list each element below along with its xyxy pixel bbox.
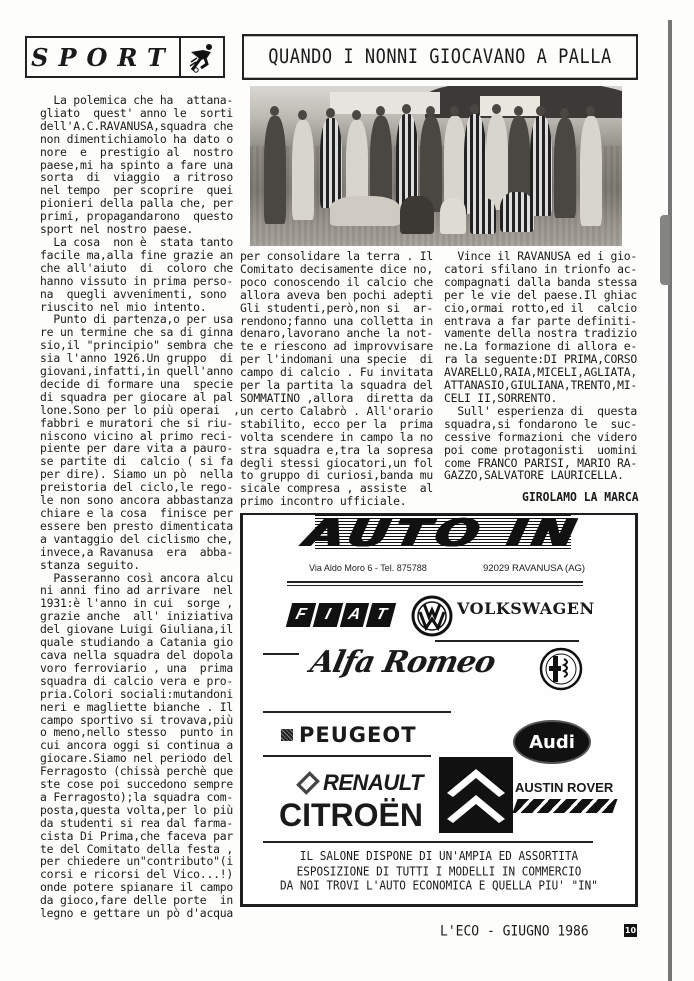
article-column-3: Vince il RAVANUSA ed i gio- catori sfilano in trionfo ac- compagnati dalla banda stessa per le vie del paese.Il ghiac cio,ormai rotto,ed il calcio entrava a far parte definiti- vamente della nostra tradizio ne.La formazione di allora e- ra la seguente:DI PRIMA,CORSO AVARELLO,RAIA,MICELI,AGLIATA, ATTANASIO,GIULIANA,TRENTO,MI- CELI II,SORRENTO. Sull' esperienza di questa squadra,si fondarono le suc- cessive formazioni che videro poi come protagonisti uomini come FRANCO PARISI, MARIO RA- GAZZO,SALVATORE LAURICELLA. [444, 249, 638, 483]
ad-slogan: IL SALONE DISPONE DI UN'AMPIA ED ASSORTITA ESPOSIZIONE DI TUTTI I MODELLI IN COMMERCIO DA NOI TROVI L'AUTO ECONOMICA E QUELLA PIU' "IN" [280, 848, 598, 893]
fiat-logo [286, 603, 396, 627]
photo-figure-head [326, 108, 335, 118]
divider [287, 585, 583, 586]
alfa-romeo-logo-icon [539, 647, 583, 691]
photo-figure-head [492, 104, 501, 114]
volkswagen-wordmark: VOLKSWAGEN [457, 599, 595, 618]
photo-figure-head [298, 110, 307, 120]
team-photo [250, 86, 622, 246]
photo-figure-head [376, 106, 385, 116]
publication-folio: L'ECO - GIUGNO 1986 [440, 923, 589, 940]
section-header [25, 36, 225, 78]
dealer-logo [301, 511, 585, 555]
article-column-2: per consolidare la terra . Il Comitato decisamente dice no, poco conoscendo il calcio che allora aveva ben pochi adepti Gli studenti,però,non si ar- rendono;fanno una colletta in denaro,lavorano anche la not- te e riescono ad improvvisare per l'indomani una specie di campo di calcio . Fu invitata per la partita la squadra del SOMMATINO ,allora diretta da un certo Calabrò . All'orario stabilito, ecco per la prima volta scendere in campo la no stra squadra e,tra la sopresa degli stessi giocatori,un fol to gruppo di curiosi,banda mu sicale compresa , assiste al primo incontro ufficiale. [240, 249, 434, 509]
article-title: QUANDO I NONNI GIOCAVANO A PALLA [242, 34, 638, 80]
photo-figure-head [536, 106, 545, 116]
fiat-letter: I [313, 603, 343, 627]
divider [263, 653, 299, 655]
divider [263, 841, 593, 843]
dealer-address: Via Aldo Moro 6 - Tel. 875788 [309, 563, 427, 573]
page-number: 10 [624, 926, 637, 935]
soccer-player-icon [181, 38, 223, 76]
photo-figure [444, 116, 466, 206]
photo-building [330, 92, 440, 114]
photo-figure [330, 196, 400, 226]
citroen-chevrons-icon [439, 757, 513, 833]
renault-diamond-icon [296, 771, 320, 795]
peugeot-lion-icon [281, 729, 293, 741]
photo-figure [470, 198, 496, 234]
author-signature: GIROLAMO LA MARCA [522, 489, 639, 505]
volkswagen-logo-icon [411, 595, 453, 637]
photo-figure [530, 116, 552, 216]
photo-figure [320, 118, 342, 208]
photo-figure-head [352, 110, 361, 120]
divider [263, 755, 431, 757]
dealer-city: 92029 RAVANUSA (AG) [483, 563, 586, 574]
fiat-letter: F [286, 603, 316, 627]
photo-figure [440, 198, 466, 234]
divider [287, 581, 583, 583]
fiat-letter: T [366, 603, 396, 627]
renault-logo [299, 770, 423, 796]
austin-rover-stripes-icon [512, 799, 617, 813]
photo-figure-head [270, 106, 279, 116]
photo-figure-head [560, 108, 569, 118]
audi-logo [513, 720, 591, 764]
article-column-1: La polemica che ha attana- gliato quest' anno le sorti dell'A.C.RAVANUSA,squadra che non dimentichiamolo ha dato o nore e prestigio al nostro paese,mi ha spinto a fare una sorta di viaggio a ritroso nel tempo per scoprire quei pionieri della palla che, per primi, propagandarono questo sport nel nostro paese. La cosa non è stata tanto facile ma,alla fine grazie an che all'aiuto di coloro che hanno vissuto in prima perso- na quegli avvenimenti, sono riuscito nel mio intento. Punto di partenza,o per usa re un termine che sa di ginna sio,il "principio" sembra che sia l'anno 1926.Un gruppo di giovani,infatti,in quell'anno decide di formare una specie di squadra per giocare al pal lone.Sono per lo più operai , fabbri e muratori che si riu- niscono vicino al primo reci- piente per dare vita a pauro- se partite di calcio ( si fa per dire). Siamo un pò nella preistoria del ciclo,le rego- le non sono ancora abbastanza chiare e la cosa finisce per essere ben presto dimenticata a vantaggio del ciclismo che, invece,a Ravanusa era abba- stanza seguito. Passeranno così ancora alcu ni anni fino ad arrivare nel 1931:è l'anno in cui sorge , grazie anche all' iniziativa del giovane Luigi Giuliana,il quale studiando a Catania gio cava nella squadra del dopola voro ferroviario , una prima squadra di calcio vera e pro- pria.Colori sociali:mutandoni neri e magliette bianche . Il campo sportivo si trovava,più o meno,nello stesso punto in cui ancora oggi si continua a giocare.Siamo nel periodo del Ferragosto (chissà perchè que ste cose poi succedono sempre a Ferragosto);la squadra com- posta,questa volta,per lo più da studenti si rea dal farma- cista Di Prima,che faceva par te del Comitato della festa , per chiedere un"contributo"(i corsi e ricorsi del Vico...!) onde potere spianare il campo da gioco,fare delle porte in legno e gettare un pò d'acqua [40, 93, 240, 921]
renault-wordmark: RENAULT [323, 770, 423, 795]
photo-figure-head [402, 104, 411, 114]
photo-figure [264, 116, 286, 224]
photo-building [480, 96, 540, 116]
divider [263, 711, 451, 713]
photo-figure-head [426, 106, 435, 116]
photo-figure-head [514, 106, 523, 116]
photo-figure-head [586, 106, 595, 116]
photo-figure-head [450, 106, 459, 116]
photo-figure [580, 116, 602, 226]
photo-figure [500, 192, 534, 232]
section-label: SPORT [27, 38, 181, 76]
peugeot-wordmark: PEUGEOT [299, 723, 417, 747]
alfa-romeo-wordmark: Alfa Romeo [307, 645, 498, 680]
audi-wordmark: Audi [529, 731, 575, 753]
dealer-name: AUTO IN [301, 511, 585, 555]
page-binding-edge [668, 20, 672, 981]
divider [435, 640, 579, 642]
photo-figure-head [470, 104, 479, 114]
peugeot-logo [281, 723, 417, 747]
auto-in-advertisement [240, 513, 638, 907]
photo-figure [554, 118, 576, 218]
austin-rover-wordmark: AUSTIN ROVER [515, 780, 614, 795]
citroen-wordmark: CITROËN [279, 797, 423, 833]
photo-figure [292, 120, 314, 220]
photo-figure [400, 196, 434, 234]
fiat-letter: A [339, 603, 369, 627]
